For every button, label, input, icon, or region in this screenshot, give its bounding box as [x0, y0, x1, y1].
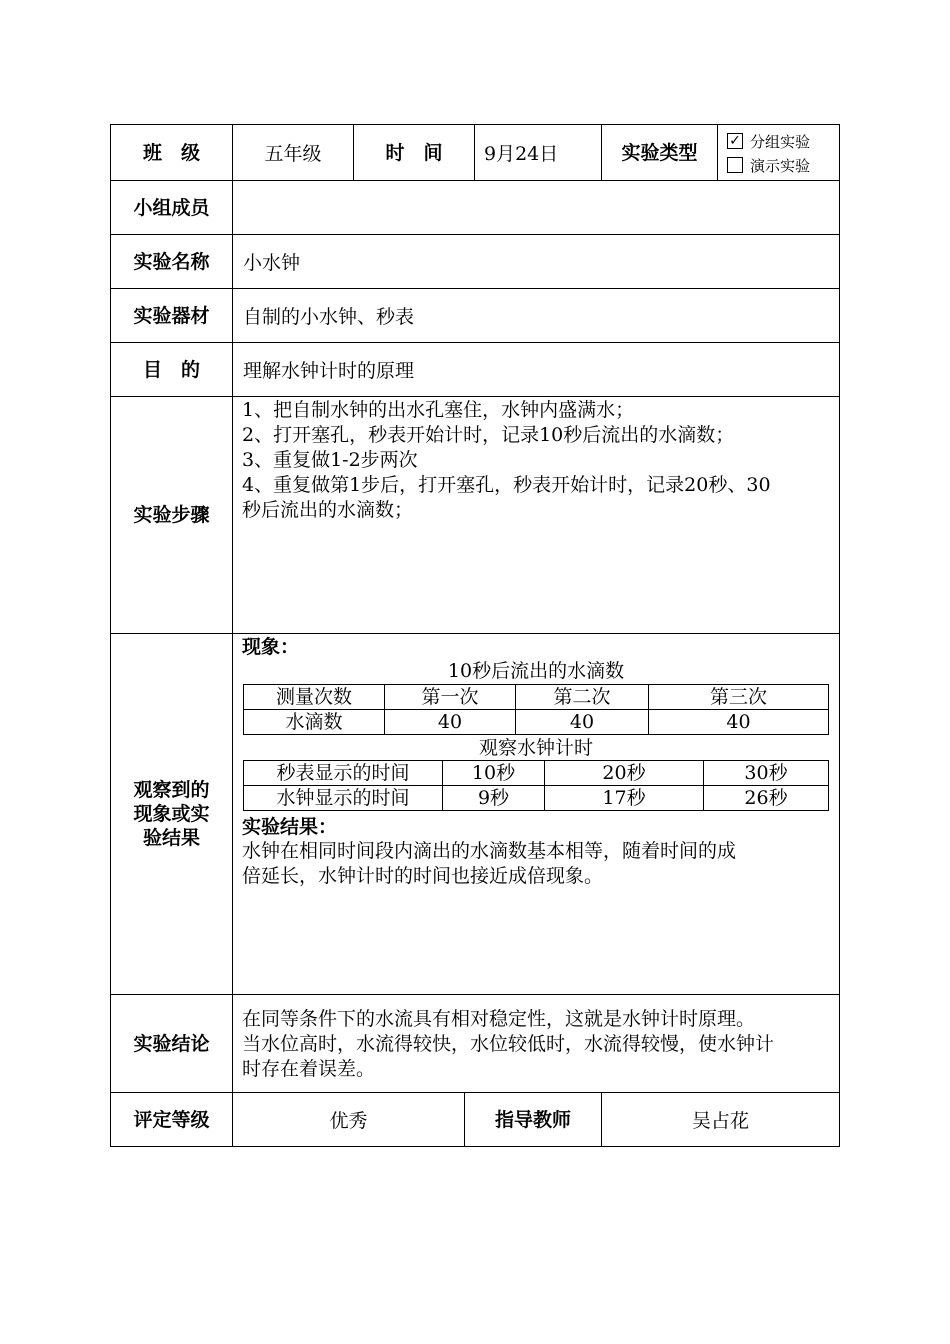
members-value	[243, 181, 833, 234]
table-cell: 30秒	[704, 761, 829, 786]
observation-label	[111, 634, 232, 994]
teacher-value: 吴占花	[691, 1110, 749, 1132]
col-divider	[717, 125, 718, 180]
option-label: 分组实验	[750, 132, 811, 151]
demo-experiment-option[interactable]	[727, 155, 810, 175]
table-cell: 测量次数	[244, 685, 385, 710]
table-cell: 17秒	[545, 786, 704, 811]
class-value: 五年级	[264, 143, 322, 165]
table-row	[244, 685, 829, 710]
step-line: 2、打开塞孔，秒表开始计时，记录10秒后流出的水滴数；	[242, 424, 735, 446]
table-cell: 10秒	[443, 761, 545, 786]
equipment-value: 自制的小水钟、秒表	[243, 306, 415, 328]
conclusion-label: 实验结论	[133, 1032, 210, 1055]
members-label: 小组成员	[133, 196, 210, 219]
table-cell: 第一次	[385, 685, 516, 710]
steps-text	[242, 398, 834, 523]
steps-label: 实验步骤	[133, 504, 210, 526]
table1-caption: 10秒后流出的水滴数	[447, 660, 625, 682]
experiment-name-value: 小水钟	[243, 252, 301, 274]
table-cell: 20秒	[545, 761, 704, 786]
table-row	[244, 786, 829, 811]
table-cell: 水钟显示的时间	[244, 786, 443, 811]
class-label: 班 级	[142, 141, 200, 164]
table-cell: 第三次	[649, 685, 829, 710]
col-divider	[474, 125, 475, 180]
group-experiment-option[interactable]	[727, 131, 810, 151]
conclusion-line: 当水位高时，水流得较快，水位较低时，水流得较慢，使水钟计	[242, 1033, 775, 1055]
table-row	[244, 710, 829, 735]
table-cell: 第二次	[516, 685, 649, 710]
result-line: 倍延长，水钟计时的时间也接近成倍现象。	[242, 865, 604, 887]
conclusion-text	[242, 1007, 834, 1082]
table-cell: 9秒	[443, 786, 545, 811]
step-line: 3、重复做1-2步两次	[242, 449, 418, 471]
option-label: 演示实验	[750, 156, 811, 175]
label-column-divider	[232, 125, 233, 1146]
grade-value: 优秀	[329, 1110, 368, 1132]
purpose-label: 目 的	[142, 358, 200, 381]
time-value: 9月24日	[484, 143, 559, 165]
conclusion-line: 时存在着误差。	[242, 1058, 376, 1080]
observation-label-line: 验结果	[142, 827, 200, 849]
result-title: 实验结果：	[242, 816, 338, 838]
step-line: 秒后流出的水滴数；	[242, 499, 414, 521]
equipment-label: 实验器材	[133, 304, 210, 327]
checkbox-checked-icon[interactable]: ✓	[727, 133, 743, 149]
grade-label: 评定等级	[133, 1108, 210, 1131]
checkbox-unchecked-icon[interactable]	[727, 157, 743, 173]
purpose-value: 理解水钟计时的原理	[243, 360, 415, 382]
water-clock-timing-table	[243, 760, 829, 811]
result-line: 水钟在相同时间段内滴出的水滴数基本相等，随着时间的成	[242, 840, 737, 862]
table-cell: 40	[516, 710, 649, 735]
table-cell: 40	[385, 710, 516, 735]
observation-label-line: 现象或实	[133, 803, 210, 825]
table-row	[244, 761, 829, 786]
experiment-name-label: 实验名称	[133, 250, 210, 273]
table-cell: 水滴数	[244, 710, 385, 735]
conclusion-line: 在同等条件下的水流具有相对稳定性，这就是水钟计时原理。	[242, 1008, 756, 1030]
table-cell: 26秒	[704, 786, 829, 811]
table2-caption: 观察水钟计时	[478, 737, 593, 759]
experiment-type-label: 实验类型	[621, 141, 698, 164]
drip-count-table	[243, 684, 829, 735]
table-cell: 秒表显示的时间	[244, 761, 443, 786]
step-line: 1、把自制水钟的出水孔塞住，水钟内盛满水；	[242, 399, 635, 421]
result-text	[242, 839, 834, 889]
observation-label-line: 观察到的	[133, 779, 210, 801]
table-cell: 40	[649, 710, 829, 735]
teacher-label: 指导教师	[494, 1108, 571, 1131]
step-line: 4、重复做第1步后，打开塞孔，秒表开始计时，记录20秒、30	[242, 474, 771, 496]
time-label: 时 间	[385, 141, 443, 164]
phenomenon-title: 现象：	[242, 636, 300, 658]
experiment-record-sheet	[110, 124, 840, 1147]
